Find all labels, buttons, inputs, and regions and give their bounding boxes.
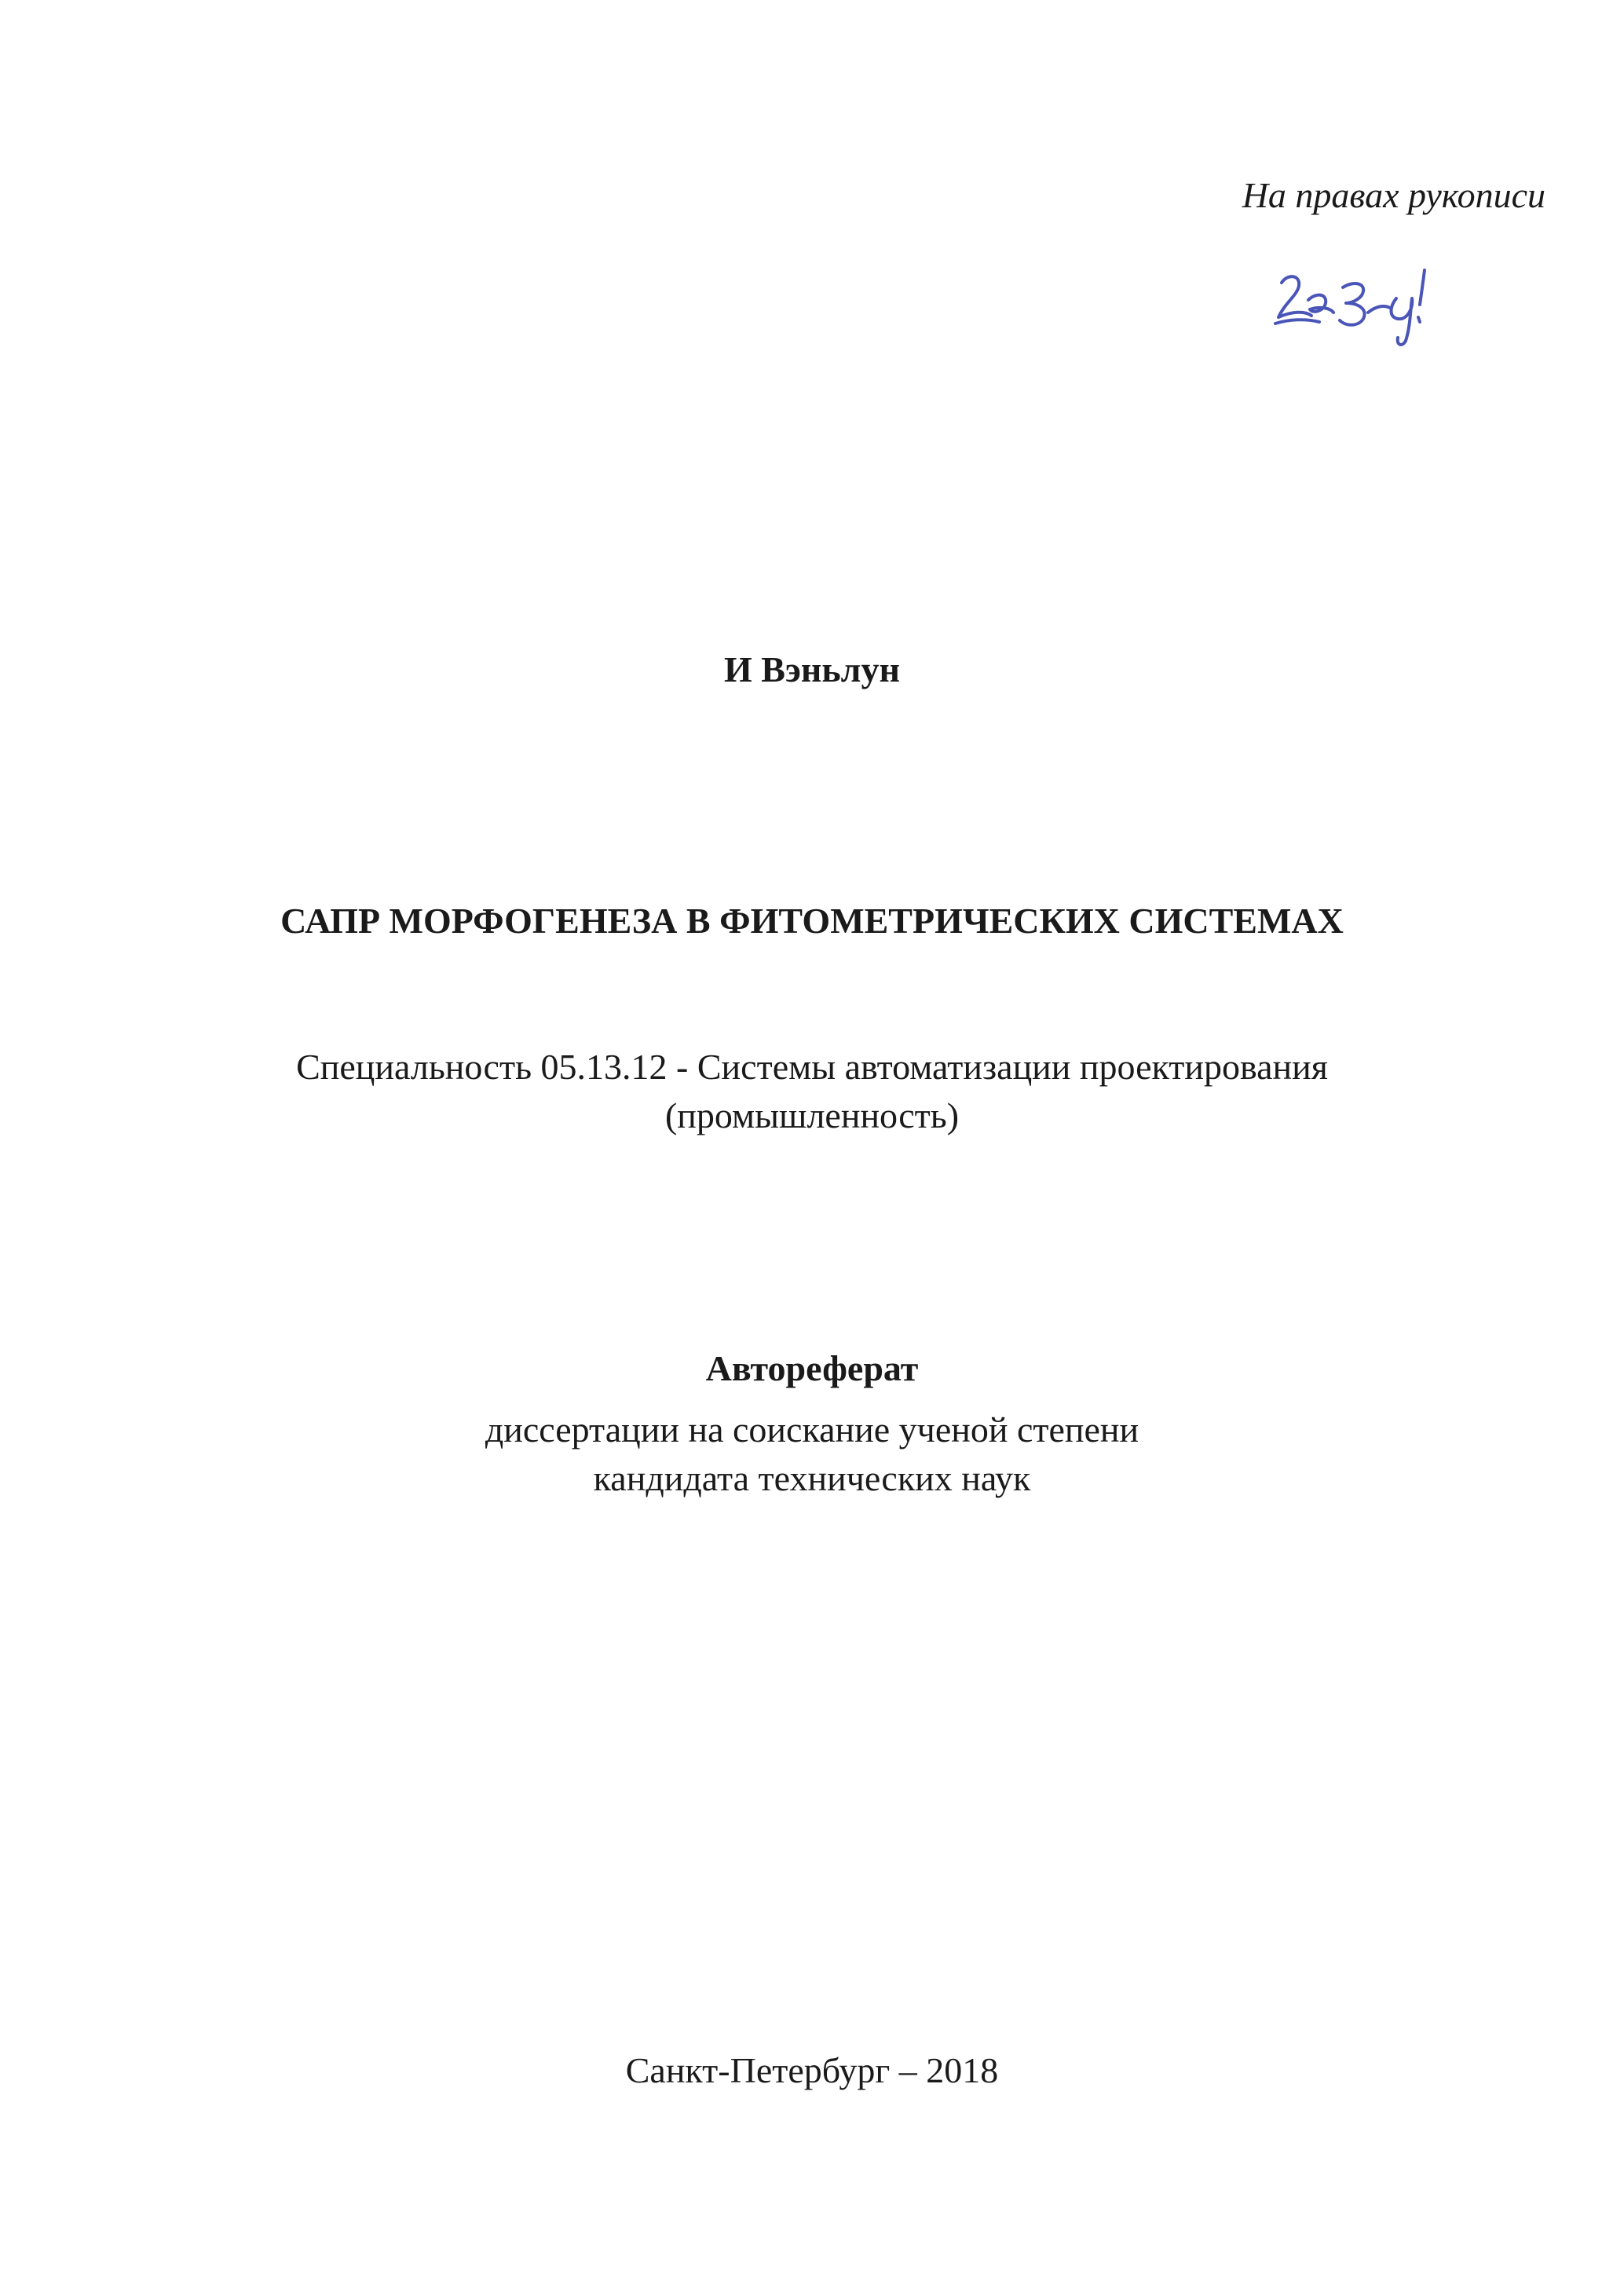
handwritten-signature	[1264, 259, 1453, 353]
dissertation-title: САПР МОРФОГЕНЕЗА В ФИТОМЕТРИЧЕСКИХ СИСТЕМАХ	[280, 901, 1344, 941]
specialty-section	[0, 1043, 1624, 1140]
abstract-description	[0, 1406, 1624, 1503]
city-year: Санкт-Петербург – 2018	[625, 2050, 999, 2090]
abstract-line-1: диссертации на соискание ученой степени	[485, 1409, 1139, 1450]
specialty-line-2: (промышленность)	[664, 1095, 960, 1135]
specialty-line-1: Специальность 05.13.12 - Системы автоматизации проектирования	[296, 1047, 1328, 1087]
rights-note: На правах рукописи	[1242, 175, 1545, 215]
abstract-line-2: кандидата технических наук	[593, 1458, 1031, 1498]
author-name: И Вэньлун	[724, 649, 900, 689]
abstract-label: Автореферат	[705, 1348, 919, 1388]
